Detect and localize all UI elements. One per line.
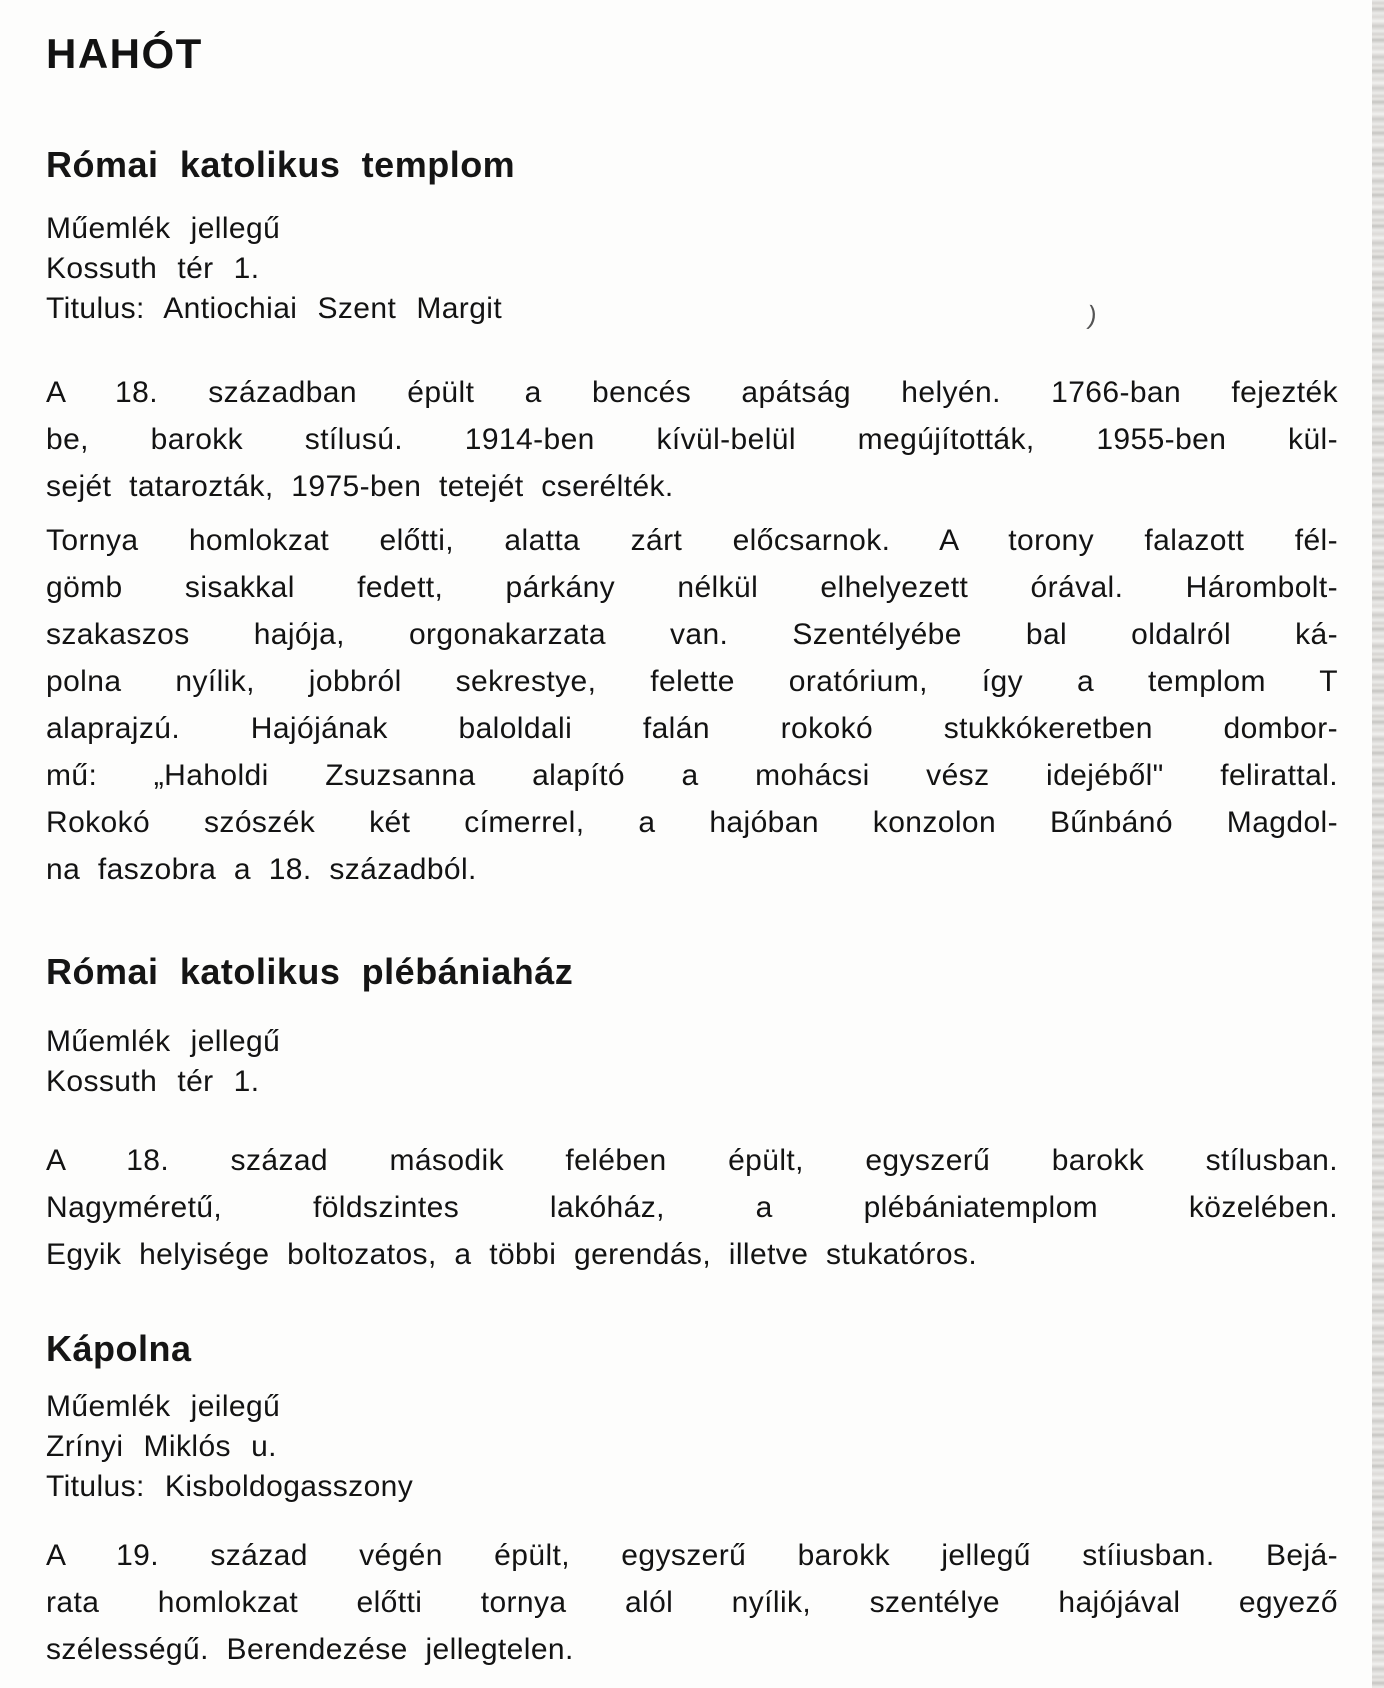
text-line: rata homlokzat előtti tornya alól nyílik, szentélye hajójával egyező [46,1586,1338,1619]
meta-titulus: Titulus: Antiochiai Szent Margit [46,292,503,325]
text-line: polna nyílik, jobbról sekrestye, felette oratórium, így a templom T [46,665,1338,698]
text-line: A 19. század végén épült, egyszerű barokk jellegű stíiusban. Bejá- [46,1539,1338,1572]
text-line: szakaszos hajója, orgonakarzata van. Szentélyébe bal oldalról ká- [46,618,1338,651]
paragraph [46,517,1338,893]
monument-meta [46,1022,1338,1102]
scan-stray-mark: ) [1086,299,1099,331]
text-line: szélességű. Berendezése jellegtelen. [46,1633,574,1666]
section-kapolna [46,1327,1338,1673]
text-line: be, barokk stílusú. 1914-ben kívül-belül megújították, 1955-ben kül- [46,423,1338,456]
paragraph [46,369,1338,510]
meta-titulus: Titulus: Kisboldogasszony [46,1470,414,1503]
text-line: mű: „Haholdi Zsuzsanna alapító a mohácsi vész idejéből" felirattal. [46,759,1338,792]
text-line: na faszobra a 18. századból. [46,853,477,886]
meta-status: Műemlék jeilegű [46,1390,281,1423]
page-title: HAHÓT [46,30,203,77]
meta-status: Műemlék jellegű [46,1025,281,1058]
text-line: Rokokó szószék két címerrel, a hajóban konzolon Bűnbánó Magdol- [46,806,1338,839]
section-heading: Római katolikus templom [46,144,516,185]
text-line: Nagyméretű, földszintes lakóház, a plébániatemplom közelében. [46,1191,1338,1224]
section-heading: Római katolikus plébániaház [46,951,574,992]
meta-address: Zrínyi Miklós u. [46,1430,277,1463]
scan-edge-artifact [1372,0,1384,1688]
monument-meta [46,1387,1338,1507]
text-line: A 18. században épült a bencés apátság helyén. 1766-ban fejezték [46,376,1338,409]
text-line: A 18. század második felében épült, egyszerű barokk stílusban. [46,1144,1338,1177]
text-column [46,28,1338,1673]
section-romai-katolikus-plebaniahaz [46,950,1338,1278]
text-line: Tornya homlokzat előtti, alatta zárt előcsarnok. A torony falazott fél- [46,524,1338,557]
meta-address: Kossuth tér 1. [46,1065,260,1098]
meta-address: Kossuth tér 1. [46,252,260,285]
text-line: sejét tatarozták, 1975-ben tetejét cserélték. [46,470,674,503]
paragraph [46,1137,1338,1278]
section-romai-katolikus-templom [46,143,1338,893]
monument-meta [46,209,1338,329]
meta-status: Műemlék jellegű [46,212,281,245]
text-line: alaprajzú. Hajójának baloldali falán rokokó stukkókeretben dombor- [46,712,1338,745]
section-heading: Kápolna [46,1328,192,1369]
text-line: gömb sisakkal fedett, párkány nélkül elhelyezett órával. Hárombolt- [46,571,1338,604]
text-line: Egyik helyisége boltozatos, a többi gerendás, illetve stukatóros. [46,1238,978,1271]
paragraph [46,1532,1338,1673]
